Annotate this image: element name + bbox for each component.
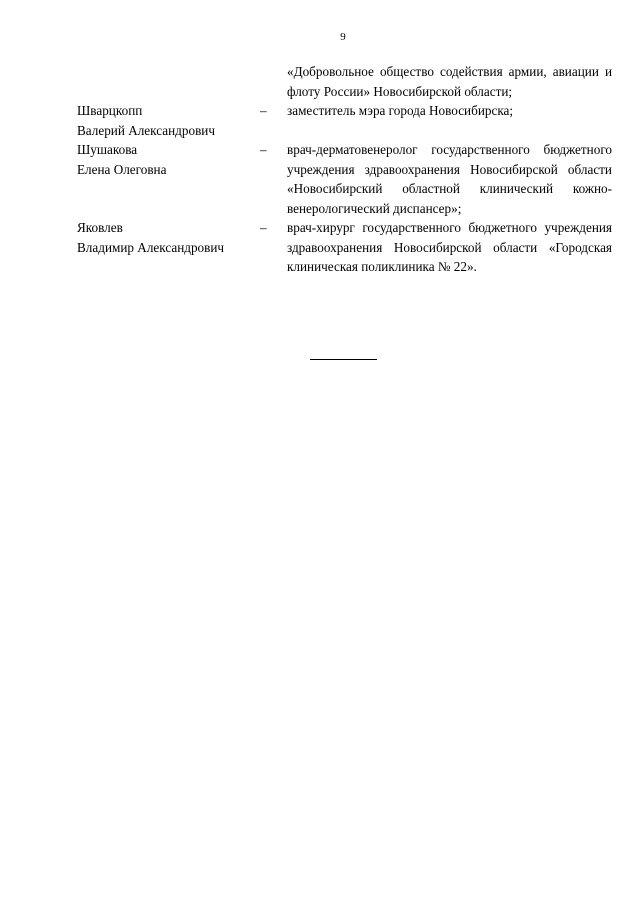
member-position: врач-дерматовенеролог государственного бюджетного учреждения здравоохранения Новосибирской области «Новосибирский областной клинический кожно-венерологический диспансер»; [287,142,612,216]
page-number: 9 [340,31,346,43]
member-given-names: Валерий Александрович [77,122,215,138]
list-item [77,218,612,277]
list-item-continuation [77,62,612,101]
member-name [77,218,260,257]
list-item [77,101,612,140]
member-position: врач-хирург государственного бюджетного учреждения здравоохранения Новосибирской области «Городская клиническая поликлиника № 22». [287,220,612,274]
member-given-names: Елена Олеговна [77,161,167,177]
separator-dash: – [260,142,267,157]
member-position: «Добровольное общество содействия армии, авиации и флоту России» Новосибирской области; [287,64,612,99]
member-surname: Яковлев [77,220,123,235]
member-surname: Шушакова [77,142,138,157]
closing-rule [310,359,377,360]
member-name [77,101,260,140]
list-item [77,140,612,218]
member-name [77,140,260,179]
member-position: заместитель мэра города Новосибирска; [287,103,514,118]
member-surname: Шварцкопп [77,103,143,118]
separator-dash: – [260,220,267,235]
member-given-names: Владимир Александрович [77,239,225,255]
separator-dash: – [260,103,267,118]
committee-member-list [77,62,612,277]
